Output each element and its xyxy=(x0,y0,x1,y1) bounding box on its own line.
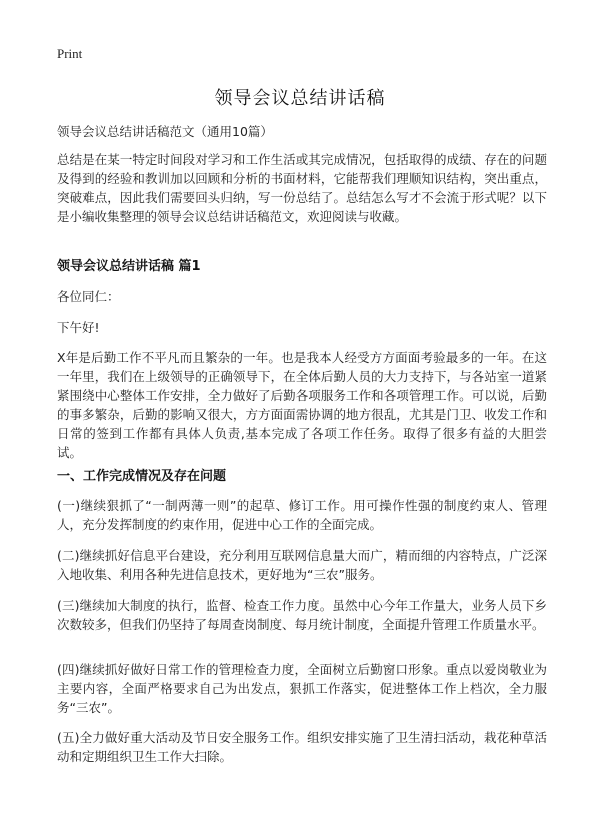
document-subtitle: 领导会议总结讲话稿范文（通用10篇） xyxy=(57,124,273,139)
greeting-colleagues: 各位同仁： xyxy=(57,289,120,304)
list-item: (一)继续狠抓了“一制两薄一则”的起草、修订工作。用可操作性强的制度约束人、管理人，充分发挥制度的约束作用，促进中心工作的全面完成。 xyxy=(57,498,547,532)
section-heading: 一、工作完成情况及存在问题 xyxy=(57,469,227,484)
list-item: (三)继续加大制度的执行，监督、检查工作力度。虽然中心今年工作量大，业务人员下乡次数较多，但我们仍坚持了每周查岗制度、每月统计制度，全面提升管理工作质量水平。 xyxy=(57,598,547,632)
document-title: 领导会议总结讲话稿 xyxy=(214,88,386,109)
article-heading: 领导会议总结讲话稿 篇1 xyxy=(57,259,201,274)
body-paragraph: X年是后勤工作不平凡而且繁杂的一年。也是我本人经受方方面面考验最多的一年。在这一年里，我们在上级领导的正确领导下，在全体后勤人员的大力支持下，与各站室一道紧紧围绕中心整体工作安排，全力做好了后勤各项服务工作和各项管理工作。可以说，后勤的事多繁杂，后勤的影响又很大，方方面面需协调的地方很乱，尤其是门卫、收发工作和日常的签到工作都有具体人负责,基本完成了各项工作任务。取得了很多有益的大胆尝试。 xyxy=(57,350,547,460)
list-item: (五)全力做好重大活动及节日安全服务工作。组织安排实施了卫生清扫活动，栽花种草活动和定期组织卫生工作大扫除。 xyxy=(57,730,547,764)
print-link[interactable]: Print xyxy=(57,46,83,61)
greeting-afternoon: 下午好! xyxy=(57,320,100,335)
intro-paragraph: 总结是在某一特定时间段对学习和工作生活或其完成情况，包括取得的成绩、存在的问题及得到的经验和教训加以回顾和分析的书面材料，它能帮我们理顺知识结构，突出重点，突破难点，因此我们需要回头归纳，写一份总结了。总结怎么写才不会流于形式呢？以下是小编收集整理的领导会议总结讲话稿范文，欢迎阅读与收藏。 xyxy=(57,152,547,224)
list-item: (二)继续抓好信息平台建设，充分利用互联网信息量大而广，精而细的内容特点，广泛深入地收集、利用各种先进信息技术，更好地为“三农”服务。 xyxy=(57,548,547,582)
list-item: (四)继续抓好做好日常工作的管理检查力度，全面树立后勤窗口形象。重点以爱岗敬业为主要内容，全面严格要求自己为出发点，狠抓工作落实，促进整体工作上档次，全力服务“三农”。 xyxy=(57,662,547,715)
